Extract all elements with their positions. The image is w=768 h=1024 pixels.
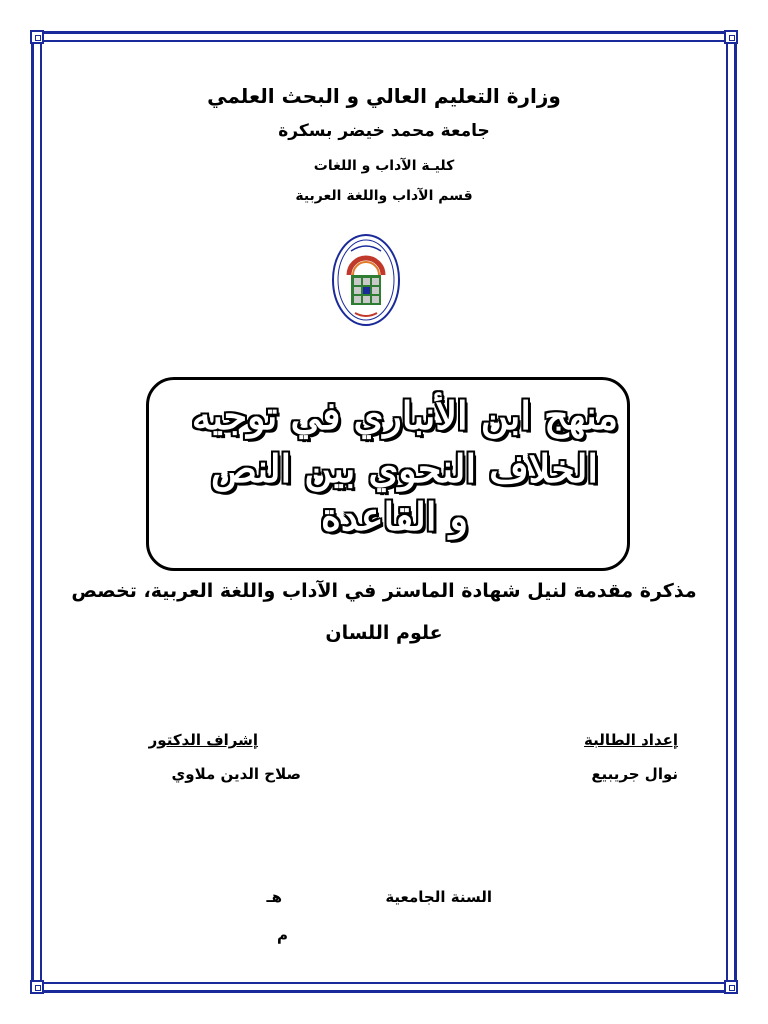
university-heading: جامعة محمد خيضر بسكرة (278, 121, 490, 141)
academic-year-label: السنة الجامعية (385, 888, 492, 906)
corner-ornament-icon (30, 30, 44, 44)
thesis-title-line: و القاعدة (320, 494, 468, 539)
department-heading: قسم الآداب واللغة العربية (295, 188, 473, 204)
supervisor-name: صلاح الدين ملاوي (171, 765, 301, 783)
university-seal-icon (331, 233, 401, 327)
thesis-specialty: علوم اللسان (325, 622, 443, 644)
thesis-title-line: الخلاف النحوي بين النص (210, 446, 598, 491)
corner-ornament-icon (30, 980, 44, 994)
student-name: نوال جريبيع (591, 765, 678, 783)
supervisor-label: إشراف الدكتور (148, 731, 258, 749)
thesis-description: مذكرة مقدمة لنيل شهادة الماستر في الآداب واللغة العربية، تخصص (71, 580, 697, 602)
corner-ornament-icon (724, 980, 738, 994)
ministry-heading: وزارة التعليم العالي و البحث العلمي (207, 84, 561, 108)
faculty-heading: كليـة الآداب و اللغات (313, 158, 455, 174)
thesis-title-line: منهج ابن الأنباري في توجيه (191, 393, 618, 438)
student-label: إعداد الطالبة (584, 731, 678, 749)
gregorian-year-suffix: م (277, 926, 288, 944)
hijri-year-suffix: هـ (266, 888, 282, 906)
corner-ornament-icon (724, 30, 738, 44)
